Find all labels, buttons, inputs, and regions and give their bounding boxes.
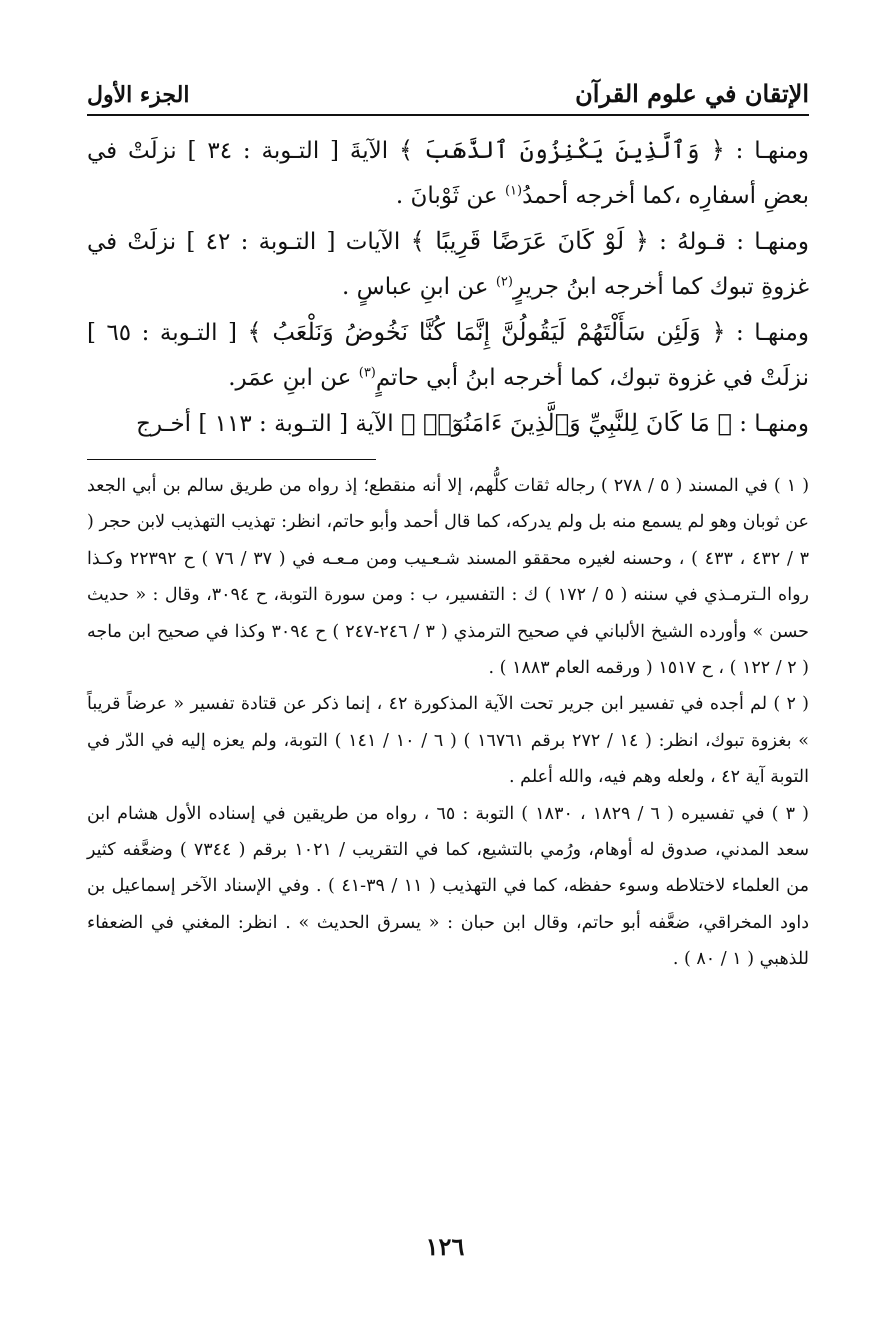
footnotes: [87, 468, 809, 978]
footnote-divider: [87, 459, 376, 460]
text-run: ومنهـا : قـولهُ :: [648, 229, 810, 255]
footnote-marker: (٣): [358, 365, 376, 381]
footnote: ( ٢ ) لم أجده في تفسير ابن جرير تحت الآية المذكورة ٤٢ ، إنما ذكر عن قتادة تفسير « عرضاً قريباً » بغزوة تبوك، انظر: ( ١٤ / ٢٧٢ برقم ١٦٧٦١ ) ( ٦ / ١٠ / ١٤١ ) التوبة، ولم يعزه إليه في الدّر في التوبة آية ٤٢ ، ولعله وهم فيه، والله أعلم .: [87, 694, 810, 788]
text-run: ومنهـا :: [731, 411, 809, 437]
paragraph: [87, 401, 809, 447]
page: [87, 68, 809, 978]
part-label: الجزء الأول: [87, 82, 190, 108]
text-run: عن ثَوْبانَ .: [395, 183, 505, 209]
book-title: الإتقان في علوم القرآن: [575, 79, 809, 108]
page-number: ١٢٦: [425, 1232, 465, 1261]
footnote-marker: (٢): [495, 274, 513, 290]
text-run: ومنهـا :: [725, 320, 809, 346]
running-header: [87, 68, 809, 116]
footnote: ( ٣ ) في تفسيره ( ٦ / ١٨٢٩ ، ١٨٣٠ ) التوبة : ٦٥ ، رواه من طريقين في إسناده الأول هشام ابن سعد المدني، صدوق له أوهام، ورُمي بالتشيع، كما في التقريب / ١٠٢١ برقم ( ٧٣٤٤ ) وضعَّفه كثير من العلماء لاختلاطه وسوء حفظه، كما في التهذيب ( ١١ / ٣٩-٤١ ) . وفي الإسناد الآخر إسماعيل بن داود المخراقي، ضعَّفه أبو حاتم، وقال ابن حبان : « يسرق الحديث » . انظر: المغني في الضعفاء للذهبي ( ١ / ٨٠ ) .: [87, 803, 810, 970]
paragraph: [87, 219, 809, 310]
text-run: [ التـوبة : ٦٥ ] نزلَتْ في غزوة تبوك، كما أخرجه ابنُ أبي حاتمٍ: [87, 320, 809, 391]
text-run: ومنهـا :: [724, 138, 809, 164]
text-run: الآيات [ التـوبة : ٤٢ ] نزلَتْ في غزوةِ تبوك كما أخرجه ابنُ جريرٍ: [87, 229, 809, 300]
text-run: الآيةَ [ التـوبة : ٣٤ ] نزلَتْ في بعضِ أسفارِه ،كما أخرجه أحمدُ: [87, 138, 809, 209]
quran-verse: ﴿ وَلَئِن سَأَلْتَهُمْ لَيَقُولُنَّ إِنَّمَا كُنَّا نَخُوضُ وَنَلْعَبُ ﴾: [247, 318, 726, 346]
quran-verse: ﴿ مَا كَانَ لِلنَّبِيِّ وَٱلَّذِينَ ءَامَنُوٓا۟ ﴾: [400, 409, 732, 437]
paragraph: [87, 128, 809, 219]
quran-verse: ﴿ لَوْ كَانَ عَرَضًا قَرِيبًا ﴾: [410, 227, 649, 255]
quran-verse: ﴿ وَٱلَّذِينَ يَكْنِزُونَ ٱلذَّهَبَ ﴾: [398, 136, 725, 164]
footnote: ( ١ ) في المسند ( ٥ / ٢٧٨ ) رجاله ثقات كلُّهم، إلا أنه منقطع؛ إذ رواه من طريق سالم بن أبي الجعد عن ثوبان وهو لم يسمع منه بل ولم يدركه، كما قال أحمد وأبو حاتم، انظر: تهذيب التهذيب لابن حجر ( ٣ / ٤٣٢ ، ٤٣٣ ) ، وحسنه لغيره محققو المسند شـعـيب ومن مـعـه في ( ٣٧ / ٧٦ ) ح ٢٢٣٩٢ وكـذا رواه الـترمـذي في سننه ( ٥ / ١٧٢ ) ك : التفسير، ب : ومن سورة التوبة، ح ٣٠٩٤، وقال : « حديث حسن » وأورده الشيخ الألباني في صحيح الترمذي ( ٣ / ٢٤٦-٢٤٧ ) ح ٣٠٩٤ وكذا في صحيح ابن ماجه ( ٢ / ١٢٢ ) ، ح ١٥١٧ ( ورقمه العام ١٨٨٣ ) .: [87, 476, 810, 679]
paragraph: [87, 310, 809, 401]
text-run: الآية [ التـوبة : ١١٣ ] أخـرج: [136, 411, 401, 437]
text-run: عن ابنِ عباسٍ .: [342, 274, 496, 300]
main-text: [87, 128, 809, 447]
text-run: عن ابنِ عمَر.: [228, 365, 359, 391]
footnote-marker: (١): [504, 183, 523, 199]
